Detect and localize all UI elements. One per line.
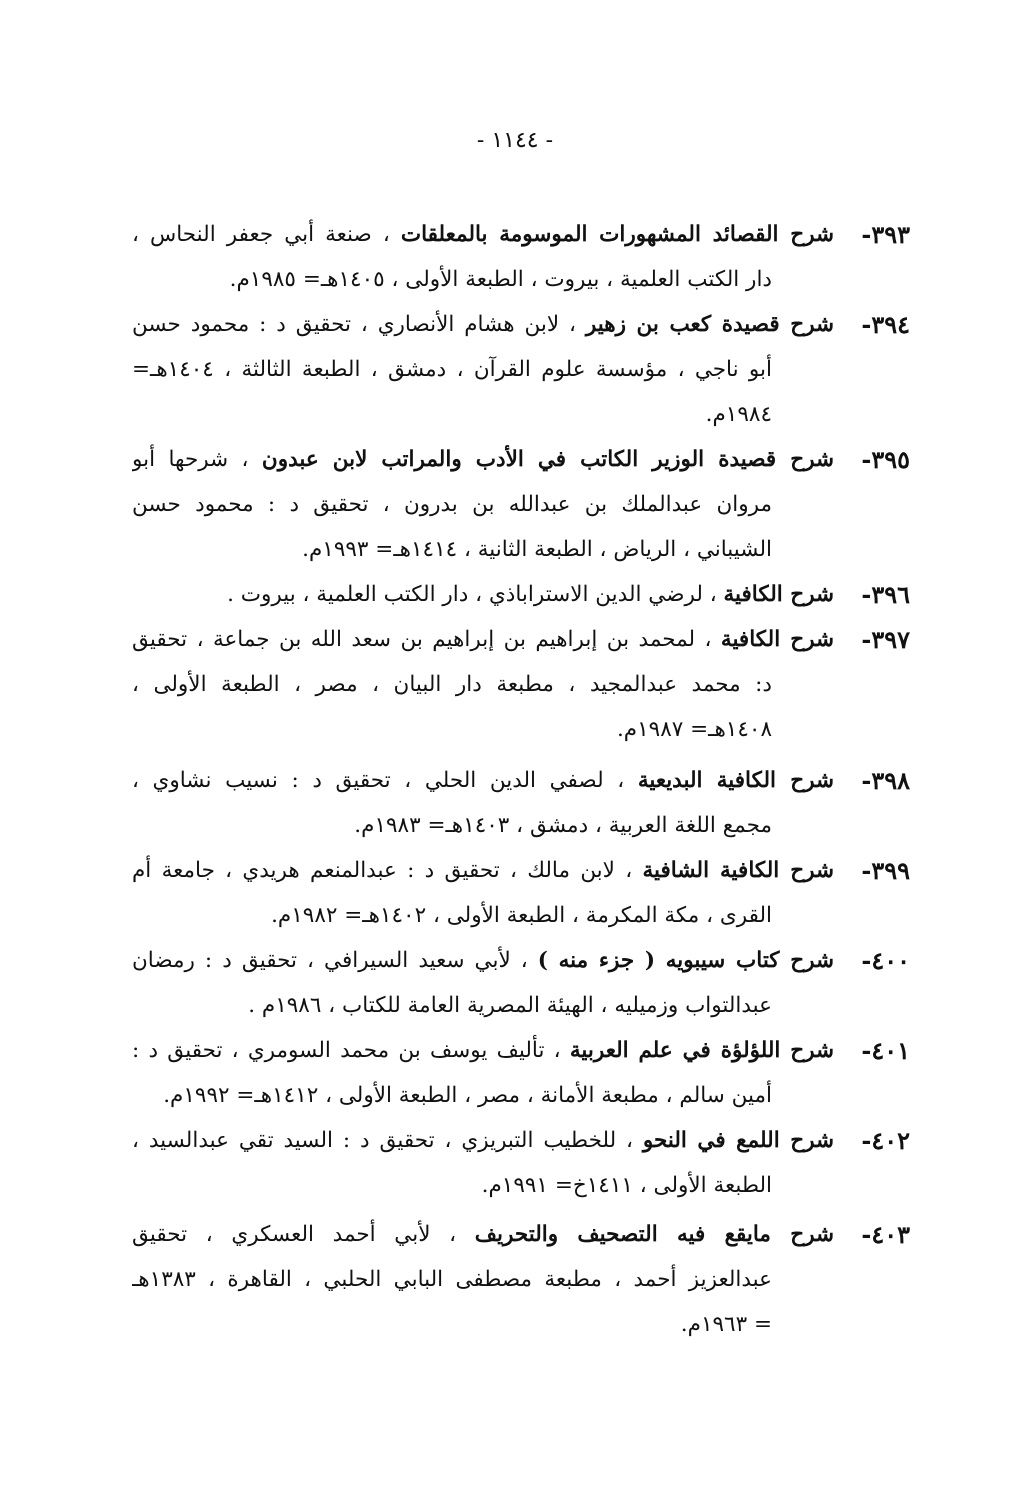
entry-first-line — [132, 212, 834, 257]
entry-title: شرح قصيدة كعب بن زهير — [585, 312, 834, 337]
entry-continuation-line: أبو ناجي ، مؤسسة علوم القرآن ، دمشق ، الطبعة الثالثة ، ١٤٠٤هـ= — [132, 357, 772, 382]
page-number: - ١١٤٤ - — [476, 128, 554, 153]
entry-continuation-line: أمين سالم ، مطبعة الأمانة ، مصر ، الطبعة الأولى ، ١٤١٢هـ= ١٩٩٢م. — [163, 1083, 772, 1108]
entry-continuation-line: مروان عبدالملك بن عبدالله بن بدرون ، تحقيق د : محمود حسن — [132, 492, 772, 517]
entry-details: ، لابن هشام الأنصاري ، تحقيق د : محمود حسن — [132, 312, 576, 337]
entry-continuation-line: مجمع اللغة العربية ، دمشق ، ١٤٠٣هـ= ١٩٨٣م. — [354, 813, 772, 838]
entry-first-line — [132, 617, 834, 662]
entry-title: شرح كتاب سيبويه ( جزء منه ) — [537, 948, 834, 973]
entry-continuation-line: الشيباني ، الرياض ، الطبعة الثانية ، ١٤١٤هـ= ١٩٩٣م. — [302, 537, 772, 562]
bibliography-entry — [132, 617, 910, 752]
bibliography-entry — [132, 1118, 910, 1208]
bibliography-entry — [132, 1028, 910, 1118]
entry-number: ٤٠١- — [861, 1036, 910, 1065]
entry-continuation-line: ١٤٠٨هـ= ١٩٨٧م. — [616, 717, 772, 742]
entry-title: شرح اللؤلؤة في علم العربية — [569, 1038, 834, 1063]
entry-continuation-line: القرى ، مكة المكرمة ، الطبعة الأولى ، ١٤٠٢هـ= ١٩٨٢م. — [271, 903, 772, 928]
entry-details: ، لابن مالك ، تحقيق د : عبدالمنعم هريدي ، جامعة أم — [132, 858, 633, 883]
entry-details: ، لمحمد بن إبراهيم بن إبراهيم بن سعد الله بن جماعة ، تحقيق — [132, 627, 712, 652]
entry-first-line — [132, 938, 834, 983]
entry-number: ٣٩٣- — [861, 220, 910, 249]
entry-number: ٤٠٢- — [861, 1126, 910, 1155]
entry-details: ، تأليف يوسف بن محمد السومري ، تحقيق د : — [132, 1038, 561, 1063]
entry-number: ٣٩٦- — [861, 580, 910, 609]
bibliography-entry — [132, 758, 910, 848]
entry-details: ، للخطيب التبريزي ، تحقيق د : السيد تقي عبدالسيد ، — [132, 1128, 633, 1153]
bibliography-list — [132, 212, 910, 1347]
bibliography-entry — [132, 212, 910, 302]
entry-continuation-line: ١٩٨٤م. — [705, 402, 772, 427]
entry-title: شرح الكافية — [723, 582, 834, 607]
bibliography-entry — [132, 938, 910, 1028]
entry-title: شرح الكافية البديعية — [637, 768, 834, 793]
entry-first-line — [132, 1028, 834, 1073]
entry-details: ، لصفي الدين الحلي ، تحقيق د : نسيب نشاوي ، — [132, 768, 625, 793]
bibliography-entry — [132, 302, 910, 437]
entry-first-line — [132, 572, 834, 617]
entry-continuation-line: الطبعة الأولى ، ١٤١١خ= ١٩٩١م. — [481, 1173, 772, 1198]
entry-title: شرح القصائد المشهورات الموسومة بالمعلقات — [400, 222, 834, 247]
entry-continuation-line: = ١٩٦٣م. — [680, 1312, 772, 1337]
entry-details: ، لرضي الدين الاستراباذي ، دار الكتب العلمية ، بيروت . — [227, 582, 717, 607]
entry-number: ٣٩٧- — [861, 625, 910, 654]
entry-number: ٣٩٨- — [861, 766, 910, 795]
entry-first-line — [132, 302, 834, 347]
bibliography-entry — [132, 1212, 910, 1347]
entry-continuation-line: د: محمد عبدالمجيد ، مطبعة دار البيان ، مصر ، الطبعة الأولى ، — [132, 672, 772, 697]
entry-number: ٣٩٩- — [861, 856, 910, 885]
entry-first-line — [132, 1212, 834, 1257]
bibliography-entry — [132, 848, 910, 938]
entry-title: شرح اللمع في النحو — [642, 1128, 834, 1153]
bibliography-entry — [132, 437, 910, 572]
entry-number: ٤٠٣- — [861, 1220, 910, 1249]
entry-details: ، لأبي سعيد السيرافي ، تحقيق د : رمضان — [132, 948, 528, 973]
entry-number: ٣٩٥- — [861, 445, 910, 474]
entry-continuation-line: عبدالعزيز أحمد ، مطبعة مصطفى البابي الحلبي ، القاهرة ، ١٣٨٣هـ — [132, 1267, 772, 1292]
entry-continuation-line: دار الكتب العلمية ، بيروت ، الطبعة الأولى ، ١٤٠٥هـ= ١٩٨٥م. — [229, 267, 772, 292]
entry-title: شرح قصيدة الوزير الكاتب في الأدب والمراتب لابن عبدون — [261, 447, 834, 472]
entry-first-line — [132, 1118, 834, 1163]
entry-number: ٣٩٤- — [861, 310, 910, 339]
entry-title: شرح الكافية الشافية — [642, 858, 834, 883]
bibliography-entry — [132, 572, 910, 617]
entry-details: ، شرحها أبو — [132, 447, 249, 472]
entry-title: شرح الكافية — [720, 627, 834, 652]
entry-details: ، لأبي أحمد العسكري ، تحقيق — [132, 1222, 457, 1247]
entry-first-line — [132, 758, 834, 803]
entry-details: ، صنعة أبي جعفر النحاس ، — [132, 222, 390, 247]
entry-first-line — [132, 848, 834, 893]
entry-number: ٤٠٠- — [861, 946, 910, 975]
entry-continuation-line: عبدالتواب وزميليه ، الهيئة المصرية العامة للكتاب ، ١٩٨٦م . — [248, 993, 772, 1018]
entry-title: شرح مايقع فيه التصحيف والتحريف — [474, 1222, 834, 1247]
entry-first-line — [132, 437, 834, 482]
